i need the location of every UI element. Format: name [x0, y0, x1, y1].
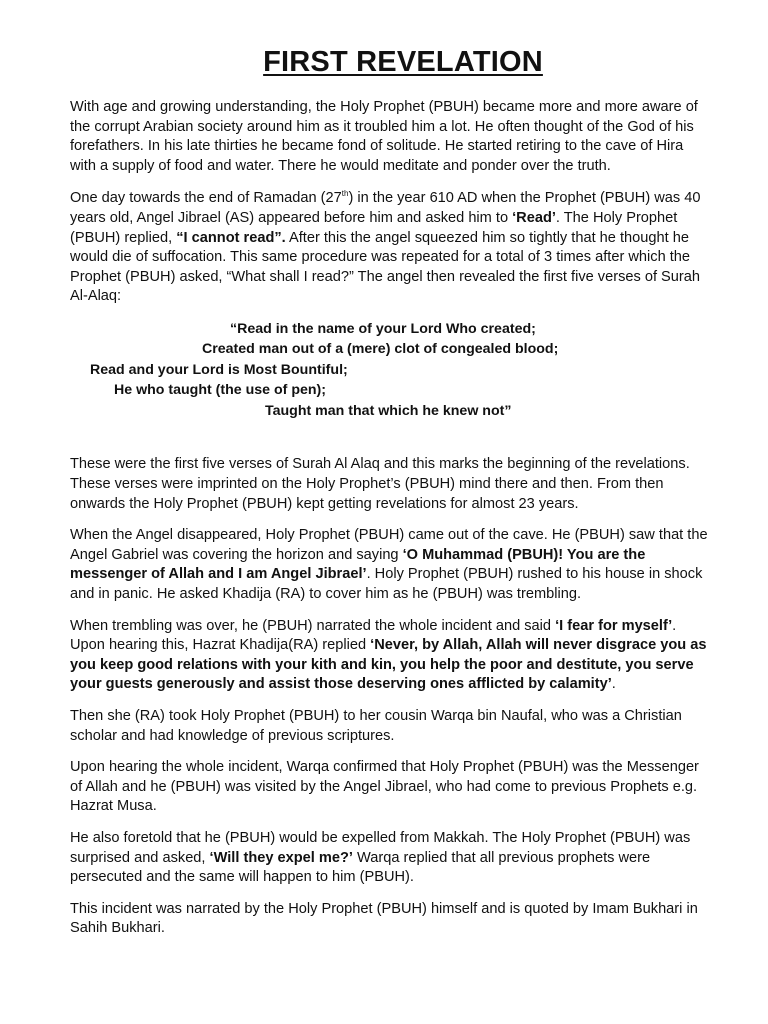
text-run: . The Holy Prophet (PBUH) replied,	[70, 209, 678, 246]
bold-quote-read: ‘Read’	[512, 209, 556, 226]
text-run: He also foretold that he (PBUH) would be expelled from Makkah. The Holy Prophet (PBUH) was surprised and asked,	[70, 829, 691, 866]
paragraph-expulsion-foretold	[70, 829, 712, 888]
text-run: .	[611, 676, 616, 693]
paragraph-intro: With age and growing understanding, the Holy Prophet (PBUH) became more and more aware of the corrupt Arabian society around him as it troubled him a lot. He often thought of the God of his forefathers. In his late thirties he became fond of solitude. He started retiring to the cave of Hira with a supply of food and water. There he would meditate and ponder over the truth.	[70, 99, 698, 174]
bold-quote-never-disgrace: ‘Never, by Allah, Allah will never disgrace you as you keep good relations with your kith and kin, you help the poor and destitute, you serve your guests generously and assist those deserving ones afflicted by calamity’	[70, 637, 707, 693]
text-run: When the Angel disappeared, Holy Prophet (PBUH) came out of the cave. He (PBUH) saw that the Angel Gabriel was covering the horizon and saying	[70, 527, 708, 563]
verse-line: Taught man that which he knew not”	[265, 402, 512, 419]
bold-quote-expel: ‘Will they expel me?’	[209, 849, 353, 866]
text-run: . Upon hearing this, Hazrat Khadija(RA) replied	[70, 617, 677, 654]
page-title: FIRST REVELATION	[263, 46, 543, 78]
paragraph-source: This incident was narrated by the Holy Prophet (PBUH) himself and is quoted by Imam Bukhari in Sahih Bukhari.	[70, 900, 698, 937]
verse-line: Read and your Lord is Most Bountiful;	[90, 361, 348, 378]
text-run: . Holy Prophet (PBUH) rushed to his house in shock and in panic. He asked Khadija (RA) to cover him as he (PBUH) was trembling.	[70, 566, 703, 602]
bold-quote-fear: ‘I fear for myself’	[555, 617, 673, 634]
text-run: After this the angel squeezed him so tightly that he thought he would die of suffocation. This same procedure was repeated for a total of 3 times after which the Prophet (PBUH) asked, “What shall I read?” The angel then revealed the first five verses of Surah Al-Alaq:	[70, 229, 701, 305]
paragraph-beginning-of-revelations: These were the first five verses of Surah Al Alaq and this marks the beginning of the revelations. These verses were imprinted on the Holy Prophet’s (PBUH) mind there and then. From then onwards the Holy Prophet (PBUH) kept getting revelations for almost 23 years.	[70, 456, 690, 512]
text-run: When trembling was over, he (PBUH) narrated the whole incident and said	[70, 617, 556, 634]
text-run: ) in the year 610 AD when the Prophet (PBUH) was 40 years old, Angel Jibrael (AS) appeared before him and asked him to	[70, 190, 701, 226]
text-run: Warqa replied that all previous prophets were persecuted and the same will happen to him (PBUH).	[70, 849, 651, 886]
paragraph-warqa-confirmation: Upon hearing the whole incident, Warqa confirmed that Holy Prophet (PBUH) was the Messenger of Allah and he (PBUH) was visited by the Angel Jibrael, who had come to previous Prophets e.g. Hazrat Musa.	[70, 759, 699, 815]
paragraph-first-revelation	[70, 189, 712, 307]
verse-line: Created man out of a (mere) clot of congealed blood;	[202, 341, 559, 358]
paragraph-warqa-visit: Then she (RA) took Holy Prophet (PBUH) to her cousin Warqa bin Naufal, who was a Christian scholar and had knowledge of previous scriptures.	[70, 707, 682, 744]
verse-line: He who taught (the use of pen);	[114, 382, 327, 399]
bold-quote-cannot-read: “I cannot read”.	[176, 229, 286, 246]
ordinal-suffix: th	[341, 189, 349, 199]
bold-quote-messenger: ‘O Muhammad (PBUH)! You are the messenger of Allah and I am Angel Jibrael’	[70, 546, 646, 583]
text-run: One day towards the end of Ramadan (27	[70, 190, 342, 207]
paragraph-angel-disappeared	[70, 526, 712, 604]
paragraph-khadija-reply	[70, 617, 712, 695]
verse-line: “Read in the name of your Lord Who created;	[230, 320, 536, 337]
verses-block	[70, 319, 712, 422]
